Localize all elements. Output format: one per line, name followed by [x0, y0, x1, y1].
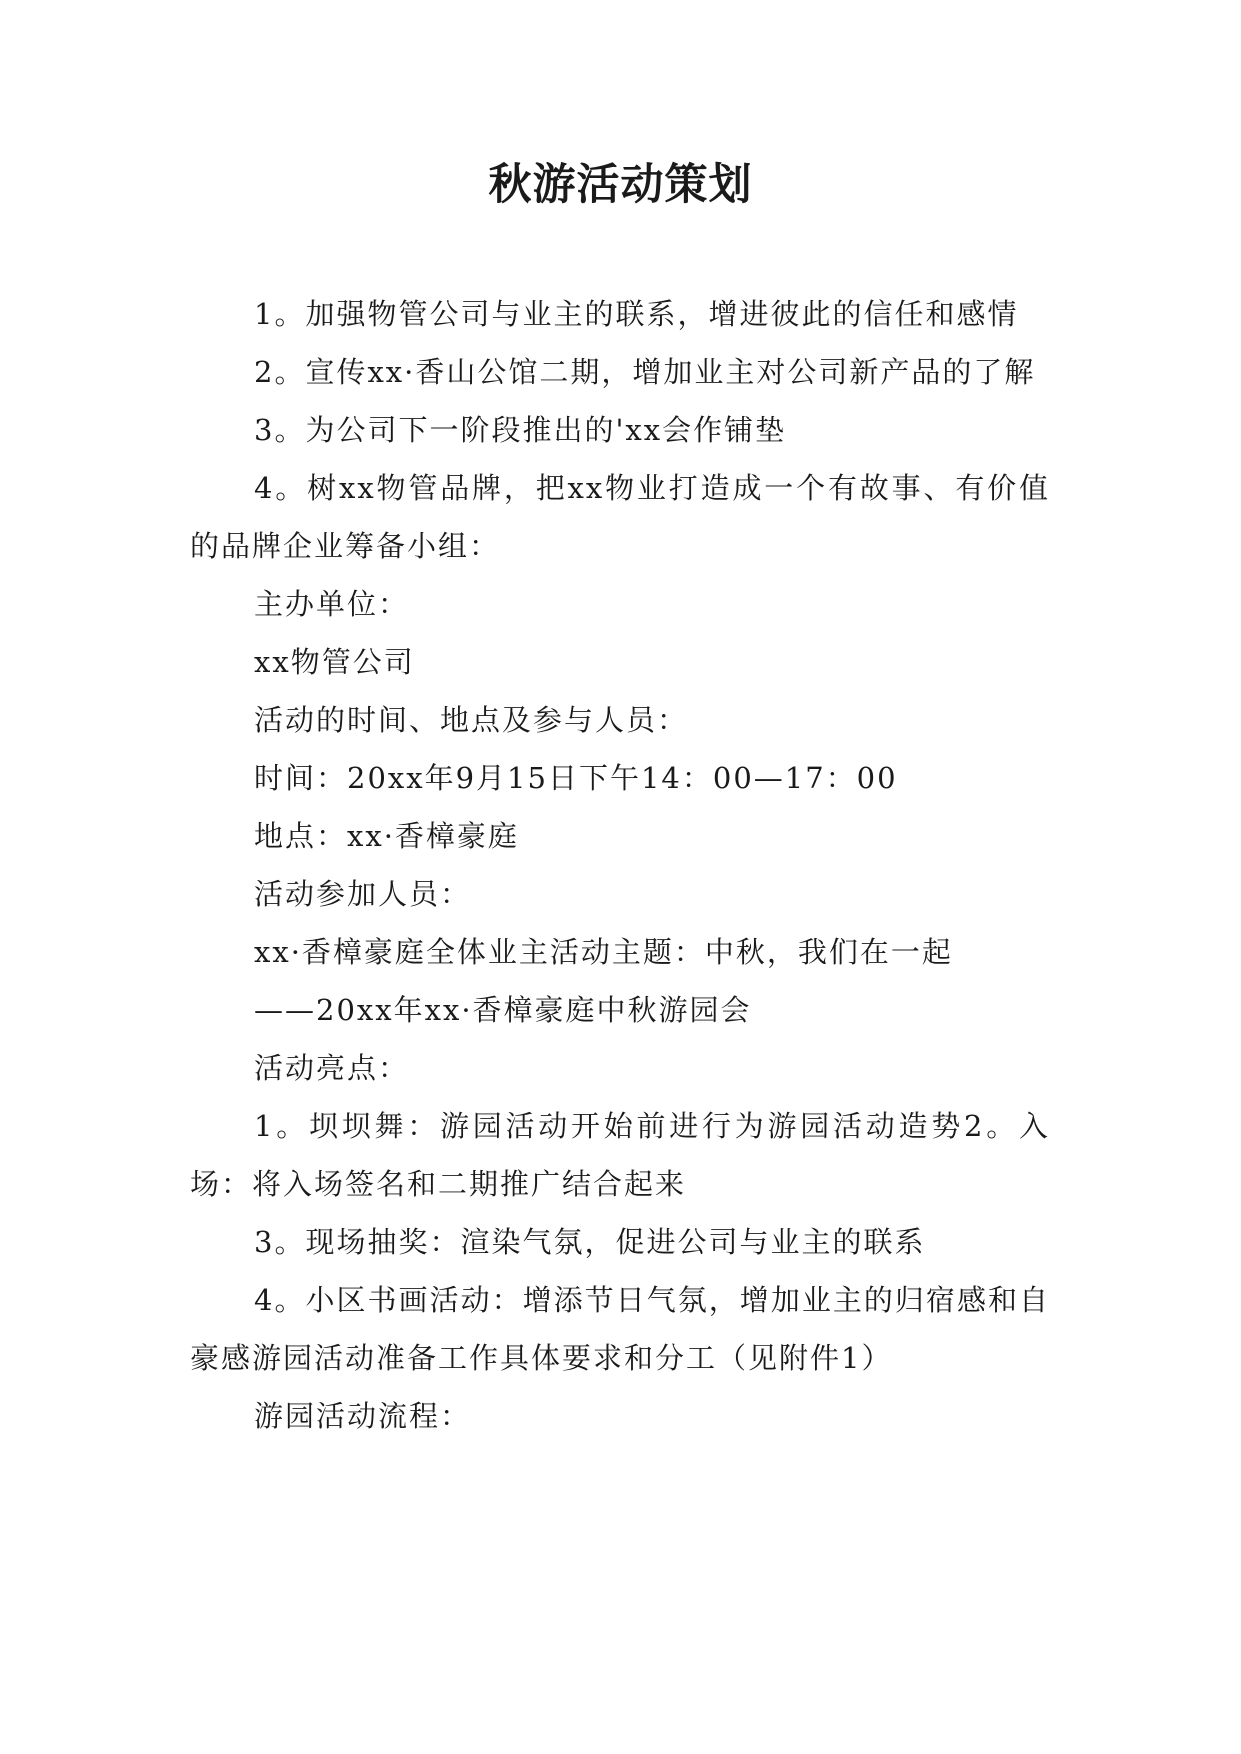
paragraph-participants-theme: xx·香樟豪庭全体业主活动主题：中秋，我们在一起	[254, 935, 953, 969]
paragraph-highlights-label: 活动亮点：	[254, 1051, 410, 1085]
paragraph-highlight-1: 1。坝坝舞：游园活动开始前进行为游园活动造势2。入场：将入场签名和二期推广结合起来	[190, 1109, 1050, 1201]
paragraph-highlight-3: 3。现场抽奖：渲染气氛，促进公司与业主的联系	[254, 1225, 926, 1259]
paragraph-time-place-label: 活动的时间、地点及参与人员：	[254, 703, 689, 737]
paragraph-theme-subtitle: ——20xx年xx·香樟豪庭中秋游园会	[254, 993, 752, 1027]
paragraph-goal-3: 3。为公司下一阶段推出的'xx会作铺垫	[254, 413, 787, 447]
paragraph-time: 时间：20xx年9月15日下午14：00—17：00	[254, 761, 898, 795]
paragraph-place: 地点：xx·香樟豪庭	[254, 819, 519, 853]
paragraph-organizer-label: 主办单位：	[254, 587, 410, 621]
document-title: 秋游活动策划	[488, 160, 753, 210]
paragraph-organizer: xx物管公司	[254, 645, 415, 679]
paragraph-goal-2: 2。宣传xx·香山公馆二期，增加业主对公司新产品的了解	[254, 355, 1036, 389]
paragraph-highlight-4: 4。小区书画活动：增添节日气氛，增加业主的归宿感和自豪感游园活动准备工作具体要求和分工（见附件1）	[190, 1283, 1050, 1375]
document-body	[190, 285, 1050, 1445]
paragraph-flow-label: 游园活动流程：	[254, 1399, 472, 1433]
paragraph-goal-4: 4。树xx物管品牌，把xx物业打造成一个有故事、有价值的品牌企业筹备小组：	[190, 471, 1050, 563]
paragraph-goal-1: 1。加强物管公司与业主的联系，增进彼此的信任和感情	[254, 297, 1019, 331]
paragraph-participants-label: 活动参加人员：	[254, 877, 472, 911]
